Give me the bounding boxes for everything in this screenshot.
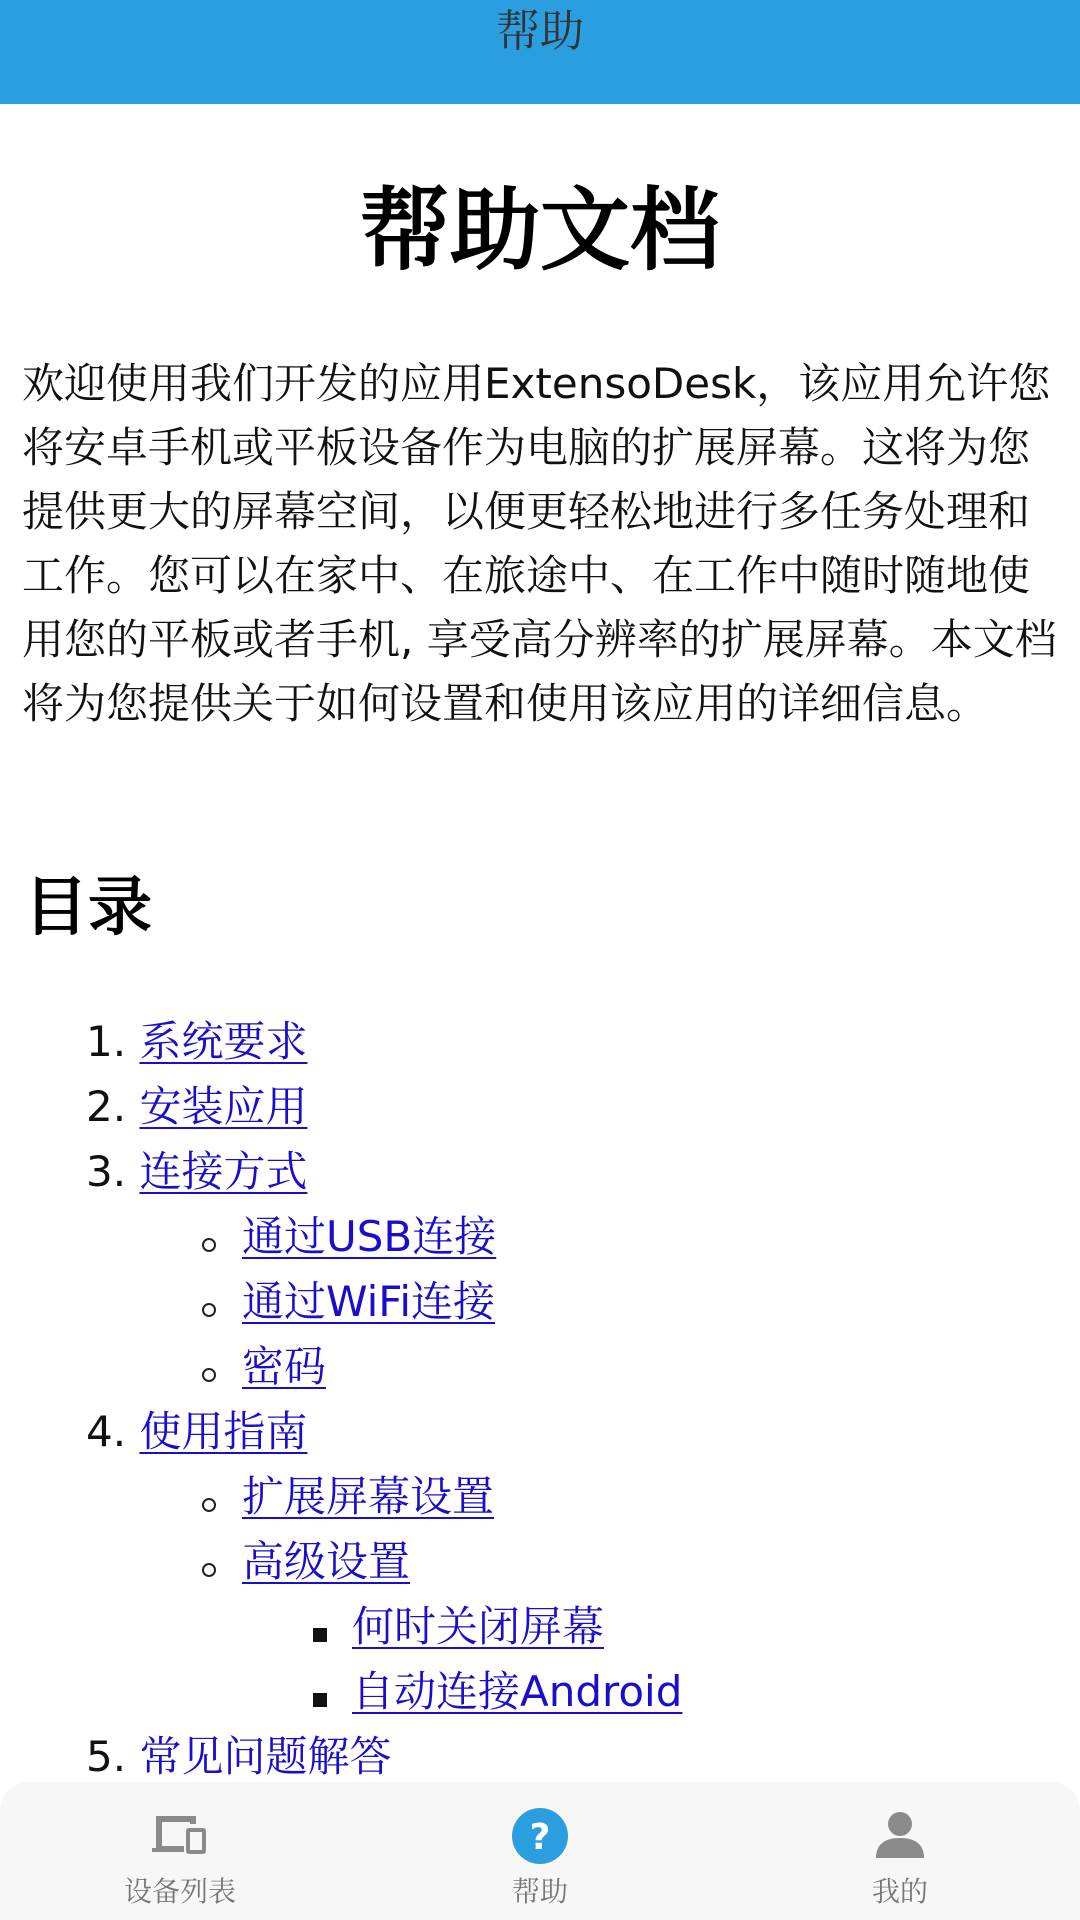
toc-link-screen-settings[interactable]: 扩展屏幕设置: [242, 1472, 495, 1521]
devices-icon: [150, 1808, 210, 1864]
square-bullet-icon: [313, 1628, 327, 1642]
top-app-bar: [0, 0, 1080, 104]
nav-tab-me-label: 我的: [871, 1875, 928, 1908]
toc-link-system-requirements[interactable]: 系统要求: [139, 1017, 308, 1066]
circle-bullet-icon: [202, 1238, 216, 1252]
circle-bullet-icon: [202, 1303, 216, 1317]
app-bar-title: 帮助: [496, 6, 584, 57]
toc-item-number: 3.: [86, 1147, 127, 1196]
intro-paragraph: 欢迎使用我们开发的应用ExtensoDesk，该应用允许您将安卓手机或平板设备作为电脑的扩展屏幕。这将为您提供更大的屏幕空间，以便更轻松地进行多任务处理和工作。您可以在家中、在旅途中、在工作中随时随地使用您的平板或者手机, 享受高分辨率的扩展屏幕。本文档将为您提供关于如何设置和使用该应用的详细信息。: [22, 359, 1057, 728]
circle-bullet-icon: [202, 1563, 216, 1577]
toc-item-screen-off: [352, 1595, 604, 1659]
person-icon: [870, 1808, 930, 1864]
nav-tab-devices-label: 设备列表: [123, 1875, 236, 1908]
help-document[interactable]: [0, 104, 1080, 1784]
square-bullet-icon: [313, 1693, 327, 1707]
toc-link-install[interactable]: 安装应用: [139, 1082, 308, 1131]
toc-item-install: [86, 1075, 307, 1139]
toc-heading: 目录: [24, 871, 152, 945]
toc-link-guide[interactable]: 使用指南: [139, 1407, 308, 1456]
toc-item-password: [242, 1335, 326, 1399]
toc-item-faq: [86, 1725, 391, 1784]
toc-item-number: 5.: [86, 1732, 127, 1781]
help-circle-icon: [510, 1808, 570, 1864]
bottom-navigation-bar: [0, 1782, 1080, 1920]
toc-item-usb: [242, 1205, 496, 1269]
circle-bullet-icon: [202, 1368, 216, 1382]
toc-item-number: 4.: [86, 1407, 127, 1456]
toc-link-wifi[interactable]: 通过WiFi连接: [242, 1277, 496, 1326]
circle-bullet-icon: [202, 1498, 216, 1512]
nav-tab-help-label: 帮助: [511, 1875, 568, 1908]
toc-item-number: 1.: [86, 1017, 127, 1066]
toc-item-guide: [86, 1400, 307, 1464]
nav-tab-help[interactable]: [440, 1782, 640, 1920]
toc-item-auto-connect: [352, 1660, 682, 1724]
toc-link-usb[interactable]: 通过USB连接: [242, 1212, 497, 1261]
toc-link-password[interactable]: 密码: [242, 1342, 327, 1391]
toc-link-screen-off[interactable]: 何时关闭屏幕: [352, 1602, 605, 1651]
nav-tab-me[interactable]: [800, 1782, 1000, 1920]
svg-text:?: ?: [529, 1817, 551, 1858]
toc-link-advanced[interactable]: 高级设置: [242, 1537, 411, 1586]
toc-link-faq[interactable]: 常见问题解答: [139, 1732, 392, 1781]
toc-item-system-requirements: [86, 1010, 307, 1074]
nav-tab-devices[interactable]: [80, 1782, 280, 1920]
toc-item-screen-settings: [242, 1465, 494, 1529]
toc-item-connection: [86, 1140, 307, 1204]
document-title: 帮助文档: [360, 178, 720, 283]
toc-link-connection[interactable]: 连接方式: [139, 1147, 308, 1196]
toc-item-advanced: [242, 1530, 410, 1594]
toc-item-wifi: [242, 1270, 495, 1334]
toc-item-number: 2.: [86, 1082, 127, 1131]
toc-link-auto-connect[interactable]: 自动连接Android: [352, 1667, 683, 1716]
